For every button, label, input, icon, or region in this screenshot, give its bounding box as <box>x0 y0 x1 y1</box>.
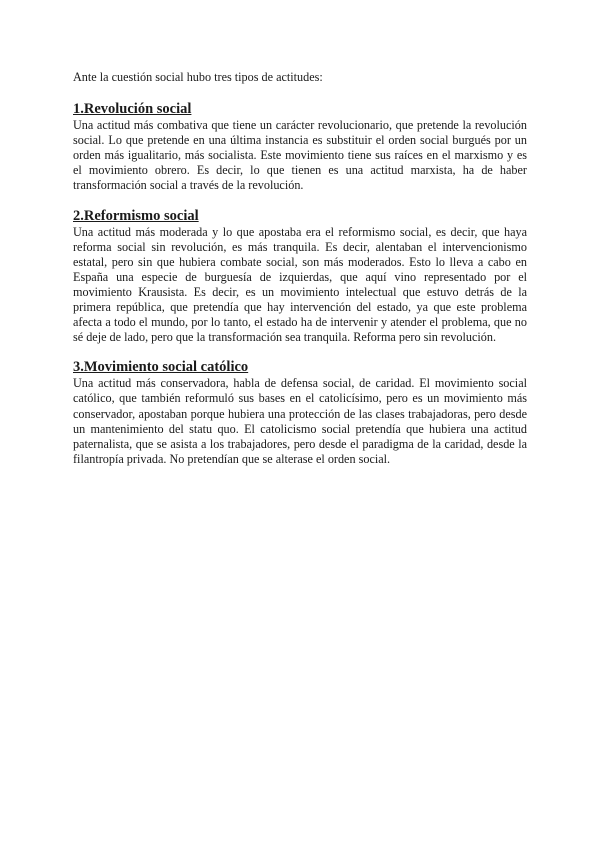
section-revolucion-social <box>73 101 527 193</box>
section-paragraph: Una actitud más combativa que tiene un carácter revolucionario, que pretende la revolución social. Lo que pretende en una última instancia es substituir el orden social burgués por un orden más igualitario, más socialista. Este movimiento tiene sus raíces en el marxismo y es el movimiento obrero. Es decir, lo que tienen es una actitud marxista, ha de haber transformación social a través de la revolución. <box>73 118 527 193</box>
section-movimiento-social-catolico <box>73 359 527 467</box>
section-heading: 3.Movimiento social católico <box>73 359 249 376</box>
section-heading: 2.Reformismo social <box>73 207 199 224</box>
section-reformismo-social <box>73 208 527 346</box>
intro-paragraph: Ante la cuestión social hubo tres tipos de actitudes: <box>73 70 323 84</box>
document-page <box>73 70 527 481</box>
section-heading: 1.Revolución social <box>73 101 192 118</box>
section-paragraph: Una actitud más conservadora, habla de defensa social, de caridad. El movimiento social católico, que también reformuló sus bases en el catolicísimo, pero es un movimiento más conservador, apostaban porque hubiera una protección de las clases trabajadoras, pero desde un mantenimiento del statu quo. El catolicismo social pretendía que hubiera una actitud paternalista, que se asista a los trabajadores, pero desde el paradigma de la caridad, desde la filantropía privada. No pretendían que se alterase el orden social. <box>73 376 527 466</box>
section-paragraph: Una actitud más moderada y lo que apostaba era el reformismo social, es decir, que haya reforma social sin revolución, es más tranquila. Es decir, alentaban el intervencionismo estatal, pero sin que hubiera combate social, son más moderados. Esto lo lleva a cabo en España una especie de burguesía de izquierdas, que aquí vino representado por el movimiento Krausista. Es decir, es un movimiento intelectual que estuvo detrás de la primera república, que pretendía que hay intervención del estado, ya que este problema afecta a todo el mundo, por lo tanto, el estado ha de intervenir y atender el problema, que no sé deje de lado, pero que la transformación sea tranquila. Reforma pero sin revolución. <box>73 224 527 345</box>
